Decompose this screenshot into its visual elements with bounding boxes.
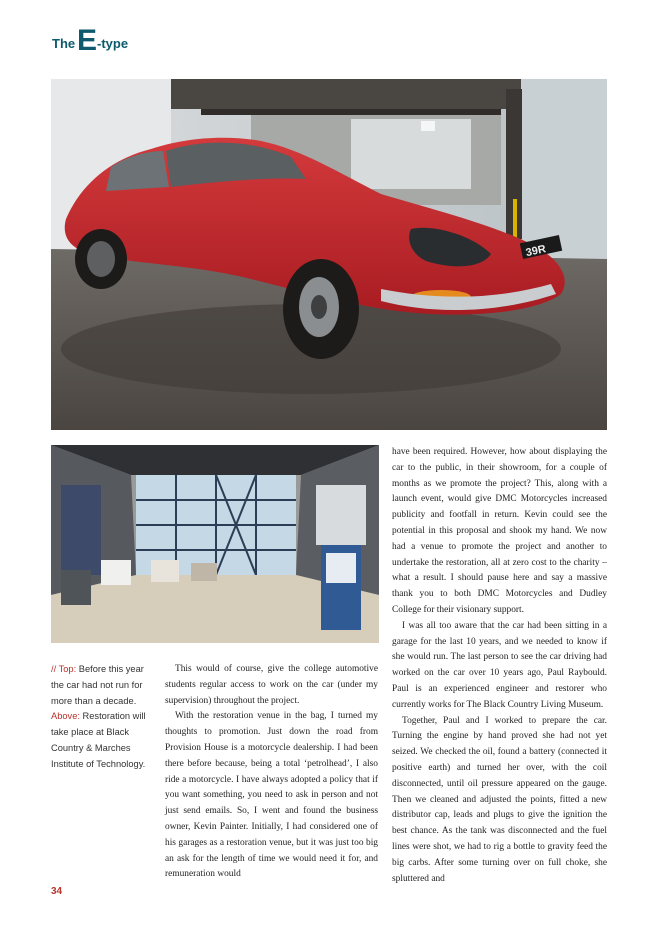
caption-top-marker: // Top: [51,664,77,674]
bottom-photo-workshop [51,445,379,643]
caption-top-text: Before this year the car had not run for more than a decade. [51,664,144,706]
top-photo-red-etype [51,79,607,430]
caption-above-text: Restoration will take place at Black Country & Marches Institute of Technology. [51,711,146,769]
header-type: -type [97,36,129,51]
article-column-2 [392,445,607,887]
paragraph: Together, Paul and I worked to prepare the car. Turning the engine by hand proved she had not yet seized. We checked the oil, found a battery (connected it positive earth) and turned her over, with the coil disconnected, until oil pressure appeared on the gauge. Then we cleaned and adjusted the points, fitted a new distributor cap, leads and plugs to give the ignition the best chance. As the tank was disconnected and the fuel lines were shot, we had to rig a bottle to gravity feed the big carbs. After some turning over on full choke, she spluttered and [392,715,607,884]
paragraph: With the restoration venue in the bag, I turned my thoughts to promotion. Just down the road from Provision House is a motorcycle dealership. I had been there before because, being a total ‘petrolhead’, I also ride a motorcycle. I have always adopted a policy that if you want something, you need to ask in person and not just send emails. So, I went and found the business owner, Kevin Painter. Initially, I had considered one of his garages as a restoration venue, but it was just too big an ask for the length of time we would need it for, and remuneration would [165,711,378,880]
header-the: The [52,36,76,51]
caption-above-marker: Above: [51,711,80,722]
article-column-1 [165,662,378,883]
page-number: 34 [51,886,63,897]
paragraph: I was all too aware that the car had been sitting in a garage for the last 10 years, and we needed to know if she would run. The last person to see the car driving had worked on the car over 10 years ago, Paul Raybould. Paul is an experienced engineer and restorer who currently works for The Black Country Living Museum. [392,620,607,710]
paragraph: This would of course, give the college automotive students regular access to work on the car (under my supervision) throughout the project. [165,664,378,706]
photo-caption [51,662,155,773]
header-e-letter: E [77,24,98,57]
number-plate: 39R [524,243,547,260]
paragraph: have been required. However, how about displaying the car to the public, in their showroom, for a couple of months as we promote the project? This, along with a launch event, would give DMC Motorcycles increased publicity and footfall in return. Kevin could see the potential in this proposal and shook my hand. We now had a venue to promote the project and another to undertake the restoration, all at zero cost to the charity – what a result. I should pause here and say a massive thank you to both DMC Motorcycles and Dudley College for their visionary support. [392,447,607,615]
